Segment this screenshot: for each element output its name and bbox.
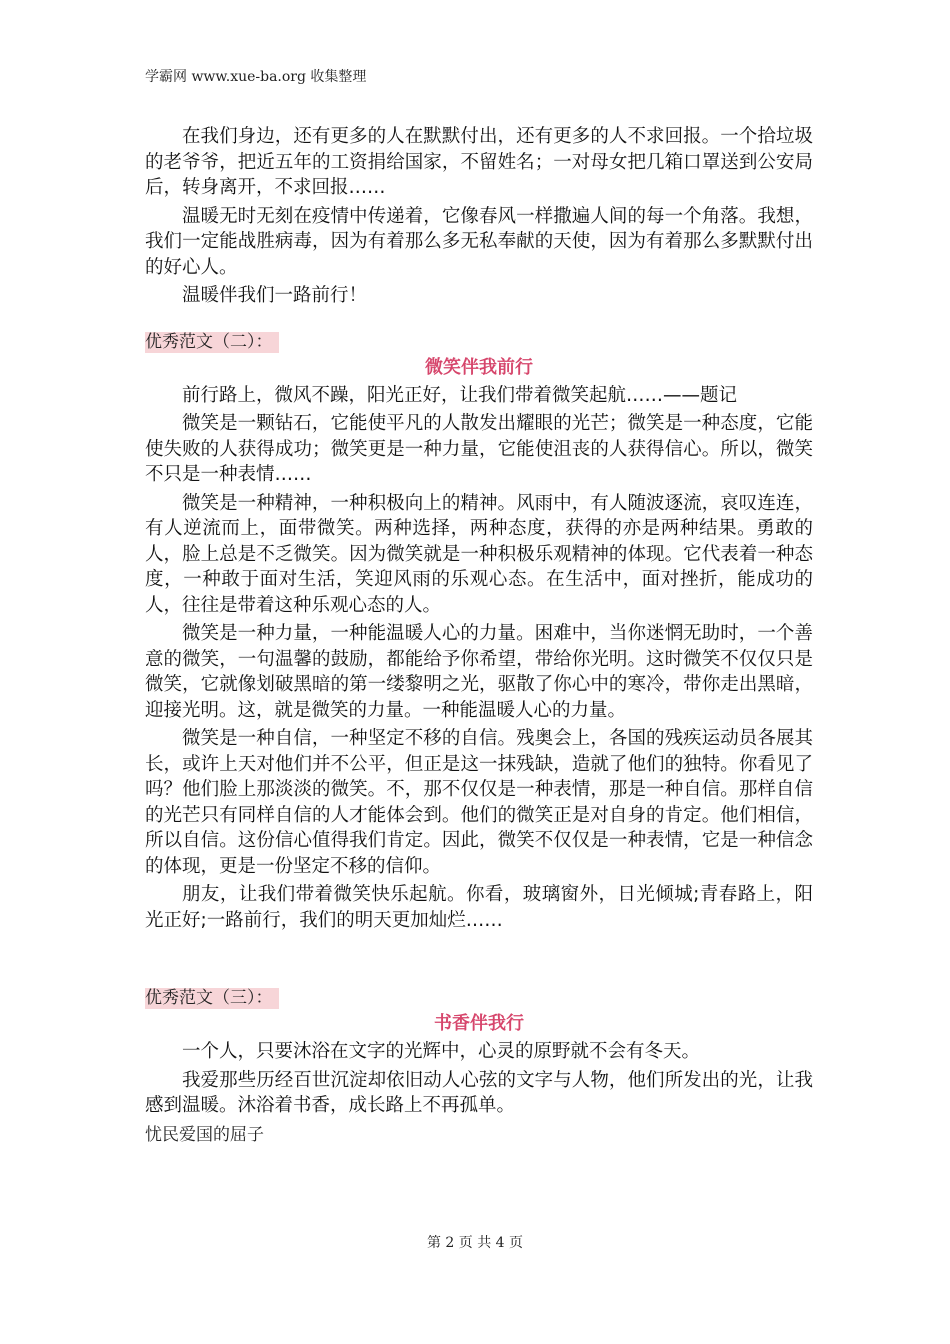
section-2-paragraph-2: 微笑是一颗钻石，它能使平凡的人散发出耀眼的光芒；微笑是一种态度，它能使失败的人获得成功；微笑更是一种力量，它能使沮丧的人获得信心。所以，微笑不只是一种表情…… <box>145 413 813 485</box>
intro-paragraph-2: 温暖无时无刻在疫情中传递着，它像春风一样撒遍人间的每一个角落。我想，我们一定能战胜病毒，因为有着那么多无私奉献的天使，因为有着那么多默默付出的好心人。 <box>145 205 813 278</box>
section-3-paragraph-1: 一个人，只要沐浴在文字的光辉中，心灵的原野就不会有冬天。 <box>182 1041 701 1062</box>
section-2-title: 微笑伴我前行 <box>425 356 533 378</box>
section-2-paragraph-3: 微笑是一种精神，一种积极向上的精神。风雨中，有人随波逐流，哀叹连连，有人逆流而上，面带微笑。两种选择，两种态度，获得的亦是两种结果。勇敢的人，脸上总是不乏微笑。因为微笑就是一种积极乐观精神的体现。它代表着一种态度，一种敢于面对生活，笑迎风雨的乐观心态。在生活中，面对挫折，能成功的人，往往是带着这种乐观心态的人。 <box>145 492 813 616</box>
section-3-title: 书香伴我行 <box>434 1013 524 1034</box>
section-3-label: 优秀范文（三）： <box>145 988 279 1009</box>
section-2-paragraph-1: 前行路上，微风不躁，阳光正好，让我们带着微笑起航……——题记 <box>182 384 738 406</box>
page-content <box>145 124 813 1148</box>
page-header: 学霸网 www.xue-ba.org 收集整理 <box>145 69 367 85</box>
section-2-paragraph-4: 微笑是一种力量，一种能温暖人心的力量。困难中，当你迷惘无助时，一个善意的微笑，一句温馨的鼓励，都能给予你希望，带给你光明。这时微笑不仅仅只是微笑，它就像划破黑暗的第一缕黎明之光，驱散了你心中的寒冷，带你走出黑暗，迎接光明。这，就是微笑的力量。一种能温暖人心的力量。 <box>145 623 813 721</box>
intro-paragraph-1: 在我们身边，还有更多的人在默默付出，还有更多的人不求回报。一个拾垃圾的老爷爷，把近五年的工资捐给国家，不留姓名；一对母女把几箱口罩送到公安局后，转身离开，不求回报…… <box>145 126 813 198</box>
section-2-label: 优秀范文（二）： <box>145 332 279 353</box>
section-3-paragraph-2: 我爱那些历经百世沉淀却依旧动人心弦的文字与人物，他们所发出的光，让我感到温暖。沐浴着书香，成长路上不再孤单。 <box>145 1069 813 1116</box>
section-2-paragraph-5: 微笑是一种自信，一种坚定不移的自信。残奥会上，各国的残疾运动员各展其长，或许上天对他们并不公平，但正是这一抹残缺，造就了他们的独特。你看见了吗？他们脸上那淡淡的微笑。不，那不仅仅是一种表情，那是一种自信。那样自信的光芒只有同样自信的人才能体会到。他们的微笑正是对自身的肯定。他们相信，所以自信。这份信心值得我们肯定。因此，微笑不仅仅是一种表情，它是一种信念的体现，更是一份坚定不移的信仰。 <box>145 728 813 877</box>
section-2-paragraph-6: 朋友，让我们带着微笑快乐起航。你看，玻璃窗外，日光倾城;青春路上，阳光正好;一路前行，我们的明天更加灿烂…… <box>145 884 813 931</box>
page-footer: 第 2 页 共 4 页 <box>426 1235 524 1251</box>
intro-paragraph-3: 温暖伴我们一路前行！ <box>182 285 368 306</box>
section-3-subheading: 忧民爱国的屈子 <box>145 1124 264 1145</box>
